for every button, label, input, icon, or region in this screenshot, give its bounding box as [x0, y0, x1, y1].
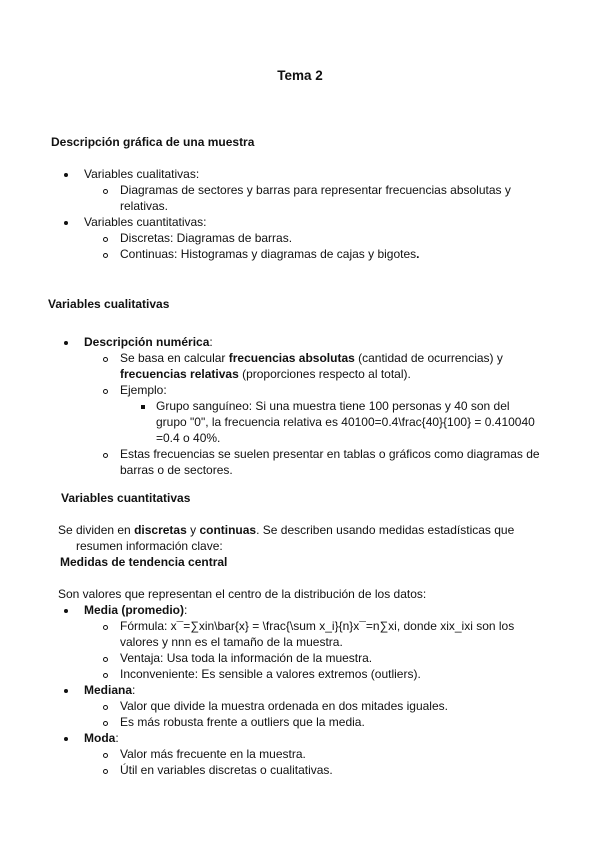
bullet-circle [103, 189, 108, 194]
list-item [84, 334, 213, 350]
page-title: Tema 2 [277, 68, 323, 83]
list-item: Grupo sanguíneo: Si una muestra tiene 100 personas y 40 son del [156, 399, 510, 413]
bullet-circle [103, 705, 108, 710]
list-item-continuation: valores y nnn es el tamaño de la muestra. [120, 635, 343, 649]
bullet-disc [64, 221, 68, 225]
bullet-disc [64, 689, 68, 693]
paragraph-continuation: resumen información clave: [76, 539, 223, 553]
media-label: Media (promedio) [84, 603, 185, 617]
bullet-circle [103, 657, 108, 662]
colon: : [184, 603, 188, 617]
list-item: Valor más frecuente en la muestra. [120, 747, 306, 761]
basa-post: (cantidad de ocurrencias) y [354, 351, 503, 365]
basa-l2-bold: frecuencias relativas [120, 367, 239, 381]
bullet-circle [103, 769, 108, 774]
paragraph [58, 522, 514, 538]
continuas-text: Continuas: Histogramas y diagramas de cajas y bigotes [120, 247, 417, 261]
continuas-bold: continuas [199, 523, 257, 537]
list-item: Útil en variables discretas o cualitativas. [120, 763, 333, 777]
div-post: . Se describen usando medidas estadísticas que [256, 523, 515, 537]
list-item: Es más robusta frente a outliers que la media. [120, 715, 365, 729]
bullet-circle [103, 357, 108, 362]
div-mid: y [186, 523, 200, 537]
mediana-label: Mediana [84, 683, 133, 697]
list-item: Valor que divide la muestra ordenada en dos mitades iguales. [120, 699, 448, 713]
list-item: Ejemplo: [120, 383, 167, 397]
colon: : [209, 335, 213, 349]
list-item-continuation: barras o de sectores. [120, 463, 233, 477]
list-item [120, 246, 420, 262]
bullet-circle [103, 625, 108, 630]
subheading-medidas: Medidas de tendencia central [60, 555, 228, 569]
list-item [120, 350, 503, 366]
list-item-continuation: relativas. [120, 199, 169, 213]
list-item: Ventaja: Usa toda la información de la muestra. [120, 651, 373, 665]
section-heading-descripcion-grafica: Descripción gráfica de una muestra [51, 135, 255, 149]
colon: : [115, 731, 119, 745]
section-heading-variables-cuantitativas: Variables cuantitativas [61, 491, 191, 505]
descripcion-numerica-label: Descripción numérica [84, 335, 210, 349]
moda-label: Moda [84, 731, 116, 745]
list-item: Variables cuantitativas: [84, 215, 207, 229]
bullet-circle [103, 389, 108, 394]
list-item: Diagramas de sectores y barras para representar frecuencias absolutas y [120, 183, 511, 197]
paragraph: Son valores que representan el centro de la distribución de los datos: [58, 587, 427, 601]
basa-pre: Se basa en calcular [120, 351, 229, 365]
bullet-circle [103, 753, 108, 758]
list-item [84, 730, 119, 746]
bullet-circle [103, 673, 108, 678]
div-pre: Se dividen en [58, 523, 135, 537]
bullet-circle [103, 253, 108, 258]
bullet-disc [64, 737, 68, 741]
basa-l2-post: (proporciones respecto al total). [238, 367, 411, 381]
bullet-disc [64, 173, 68, 177]
bullet-square [141, 405, 145, 409]
list-item-continuation [120, 366, 411, 382]
list-item-continuation: =0.4 o 40%. [156, 431, 221, 445]
continuas-dot: . [416, 247, 420, 261]
section-heading-variables-cualitativas: Variables cualitativas [48, 297, 170, 311]
basa-bold: frecuencias absolutas [228, 351, 355, 365]
list-item: Discretas: Diagramas de barras. [120, 231, 293, 245]
bullet-circle [103, 453, 108, 458]
colon: : [132, 683, 136, 697]
list-item: Inconveniente: Es sensible a valores extremos (outliers). [120, 667, 421, 681]
list-item [84, 682, 135, 698]
list-item: Estas frecuencias se suelen presentar en tablas o gráficos como diagramas de [120, 447, 540, 461]
list-item [84, 602, 187, 618]
list-item-continuation: grupo "0", la frecuencia relativa es 40100=0.4\frac{40}{100} = 0.410040 [156, 415, 535, 429]
bullet-circle [103, 237, 108, 242]
bullet-disc [64, 341, 68, 345]
bullet-disc [64, 609, 68, 613]
bullet-circle [103, 721, 108, 726]
list-item: Variables cualitativas: [84, 167, 200, 181]
list-item: Fórmula: x¯=∑xin\bar{x} = \frac{\sum x_i}{n}x¯=n∑xi, donde xix_ixi son los [120, 619, 515, 633]
discretas-bold: discretas [134, 523, 187, 537]
